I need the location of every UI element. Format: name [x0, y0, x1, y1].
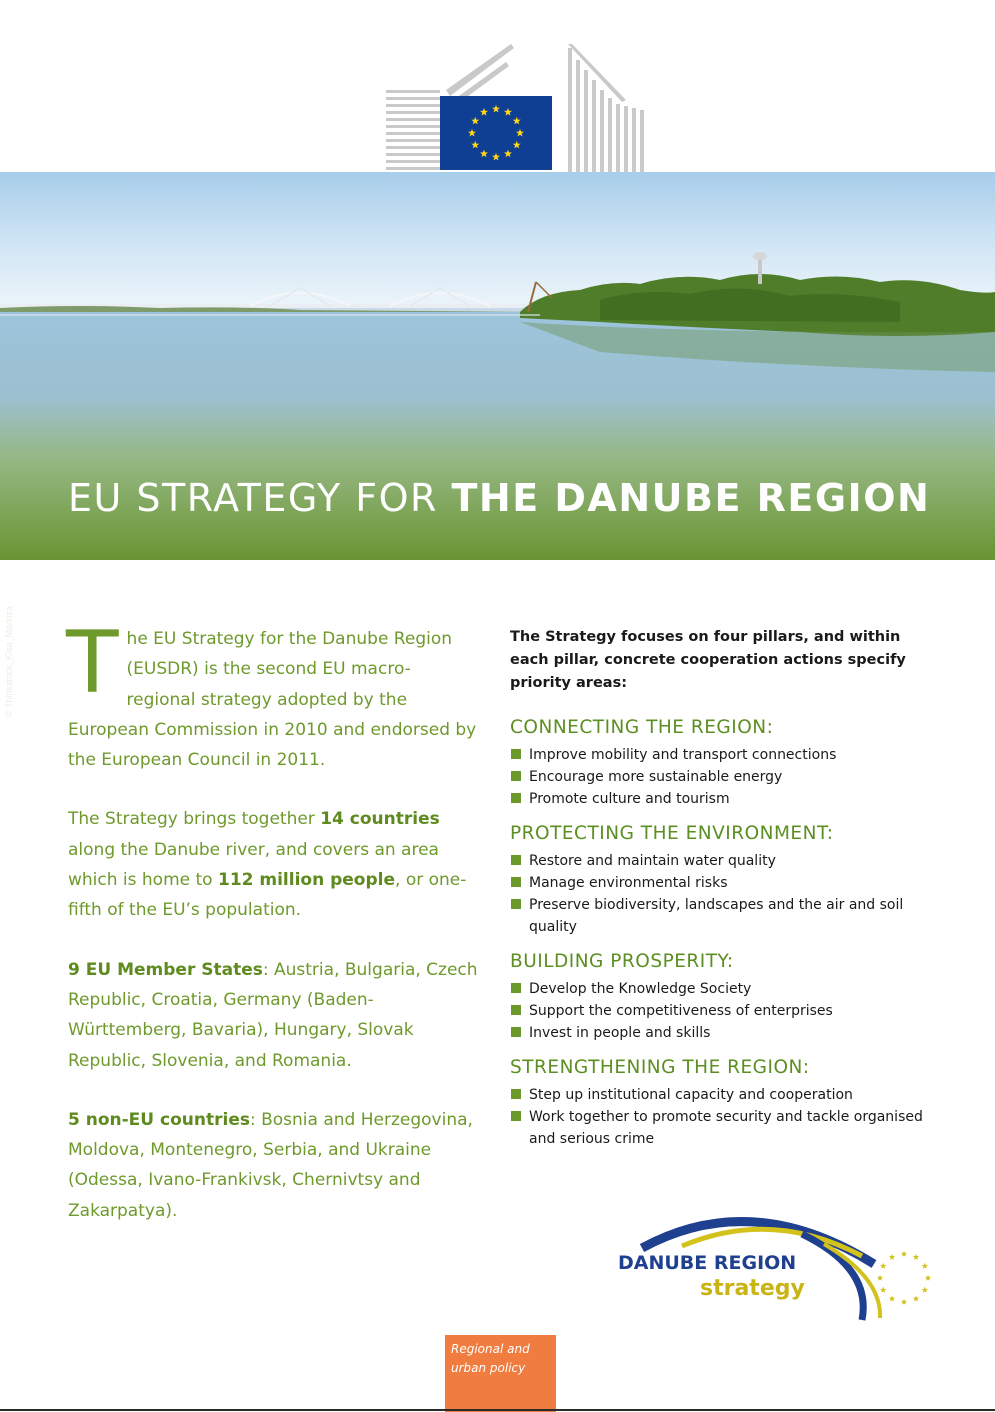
list-item-text: Invest in people and skills	[529, 1025, 711, 1041]
star-icon	[922, 1263, 928, 1269]
footer-rule	[0, 1409, 995, 1411]
star-icon	[471, 117, 479, 125]
eu-flag-icon	[440, 96, 552, 170]
pillar-protecting	[510, 823, 940, 938]
star-icon	[901, 1251, 907, 1257]
title-bold: THE DANUBE REGION	[451, 476, 931, 520]
pillar-strengthening	[510, 1057, 940, 1150]
page-title	[68, 476, 930, 520]
policy-line1: Regional and	[451, 1342, 530, 1356]
star-icon	[913, 1254, 919, 1260]
bullet-square-icon	[511, 771, 521, 781]
list-item	[510, 978, 940, 1000]
list-item	[510, 1106, 940, 1150]
bullet-square-icon	[511, 899, 521, 909]
list-item-text: Step up institutional capacity and cooperation	[529, 1087, 853, 1103]
pillars-intro: The Strategy focuses on four pillars, and within each pillar, concrete cooperation actions specify priority areas:	[510, 629, 906, 691]
star-icon	[889, 1254, 895, 1260]
list-item-text: Promote culture and tourism	[529, 791, 730, 807]
list-item	[510, 1000, 940, 1022]
policy-line2: urban policy	[451, 1361, 526, 1375]
star-icon	[504, 108, 512, 116]
list-item	[510, 744, 940, 766]
list-item-text: Support the competitiveness of enterprises	[529, 1003, 833, 1019]
star-icon	[925, 1275, 931, 1281]
paragraph-eu-members	[68, 955, 478, 1076]
list-item-text: Work together to promote security and tackle organised and serious crime	[529, 1109, 923, 1147]
highlight-eu-members: 9 EU Member States	[68, 959, 263, 980]
pillar-connecting	[510, 717, 940, 810]
list-item	[510, 766, 940, 788]
star-icon	[880, 1287, 886, 1293]
text-span: The Strategy brings together	[68, 809, 321, 830]
bullet-square-icon	[511, 877, 521, 887]
bullet-square-icon	[511, 1089, 521, 1099]
star-icon	[877, 1275, 883, 1281]
list-item-text: Restore and maintain water quality	[529, 853, 776, 869]
star-icon	[504, 150, 512, 158]
list-item-text: Improve mobility and transport connections	[529, 747, 837, 763]
list-item	[510, 1022, 940, 1044]
photo-credit: © Thinkstock_Kisa_Markiza	[4, 605, 14, 717]
bullet-square-icon	[511, 855, 521, 865]
pillar-title: CONNECTING THE REGION:	[510, 717, 774, 738]
pillar-title: BUILDING PROSPERITY:	[510, 951, 734, 972]
list-item-text: Manage environmental risks	[529, 875, 728, 891]
title-light: EU STRATEGY FOR	[68, 476, 452, 520]
star-icon	[901, 1299, 907, 1305]
star-icon	[471, 141, 479, 149]
bullet-square-icon	[511, 749, 521, 759]
star-icon	[468, 129, 476, 137]
list-item-text: Encourage more sustainable energy	[529, 769, 783, 785]
bullet-square-icon	[511, 793, 521, 803]
bullet-square-icon	[511, 1111, 521, 1121]
dropcap: T	[66, 613, 119, 713]
list-item	[510, 872, 940, 894]
list-item	[510, 894, 940, 938]
star-icon	[922, 1287, 928, 1293]
paragraph-non-eu	[68, 1105, 478, 1226]
pillar-title: PROTECTING THE ENVIRONMENT:	[510, 823, 834, 844]
text-span: : Austria, Bulgaria, Czech Republic, Croatia, Germany (Baden-Württemberg, Bavaria), Hungary, Slovak Republic, Slovenia, and Romania.	[68, 959, 478, 1071]
list-item-text: Preserve biodiversity, landscapes and the air and soil quality	[529, 897, 904, 935]
star-icon	[513, 117, 521, 125]
paragraph-intro	[66, 613, 478, 775]
list-item	[510, 1084, 940, 1106]
star-icon	[516, 129, 524, 137]
paragraph-countries	[68, 804, 478, 925]
highlight-population: 112 million people	[217, 870, 396, 891]
star-icon	[889, 1295, 895, 1301]
highlight-countries: 14 countries	[320, 809, 440, 830]
pillar-prosperity	[510, 951, 940, 1044]
list-item-text: Develop the Knowledge Society	[529, 981, 752, 997]
paragraph-intro-text: he EU Strategy for the Danube Region (EUSDR) is the second EU macro-regional strategy adopted by the European Commission in 2010 and endorsed by the European Council in 2011.	[68, 629, 477, 771]
danube-logo-line2: strategy	[700, 1276, 805, 1301]
star-icon	[480, 108, 488, 116]
star-icon	[480, 150, 488, 158]
intro-text-column	[66, 613, 478, 1255]
pillars-column	[510, 626, 940, 1163]
list-item	[510, 788, 940, 810]
star-icon	[880, 1263, 886, 1269]
star-icon	[513, 141, 521, 149]
star-icon	[913, 1295, 919, 1301]
pillar-title: STRENGTHENING THE REGION:	[510, 1057, 810, 1078]
text-span: , or one-fifth of the EU’s population.	[68, 870, 467, 921]
danube-logo-line1: DANUBE REGION	[618, 1252, 797, 1274]
text-span: : Bosnia and Herzegovina, Moldova, Montenegro, Serbia, and Ukraine (Odessa, Ivano-Frankivsk, Chernivtsy and Zakarpatya).	[68, 1109, 473, 1221]
highlight-non-eu: 5 non-EU countries	[68, 1109, 250, 1130]
list-item	[510, 850, 940, 872]
bullet-square-icon	[511, 1027, 521, 1037]
bullet-square-icon	[511, 983, 521, 993]
text-span: along the Danube river, and covers an area which is home to	[68, 839, 439, 891]
policy-tag	[445, 1335, 556, 1412]
star-icon	[492, 105, 500, 113]
bullet-square-icon	[511, 1005, 521, 1015]
star-icon	[492, 153, 500, 161]
